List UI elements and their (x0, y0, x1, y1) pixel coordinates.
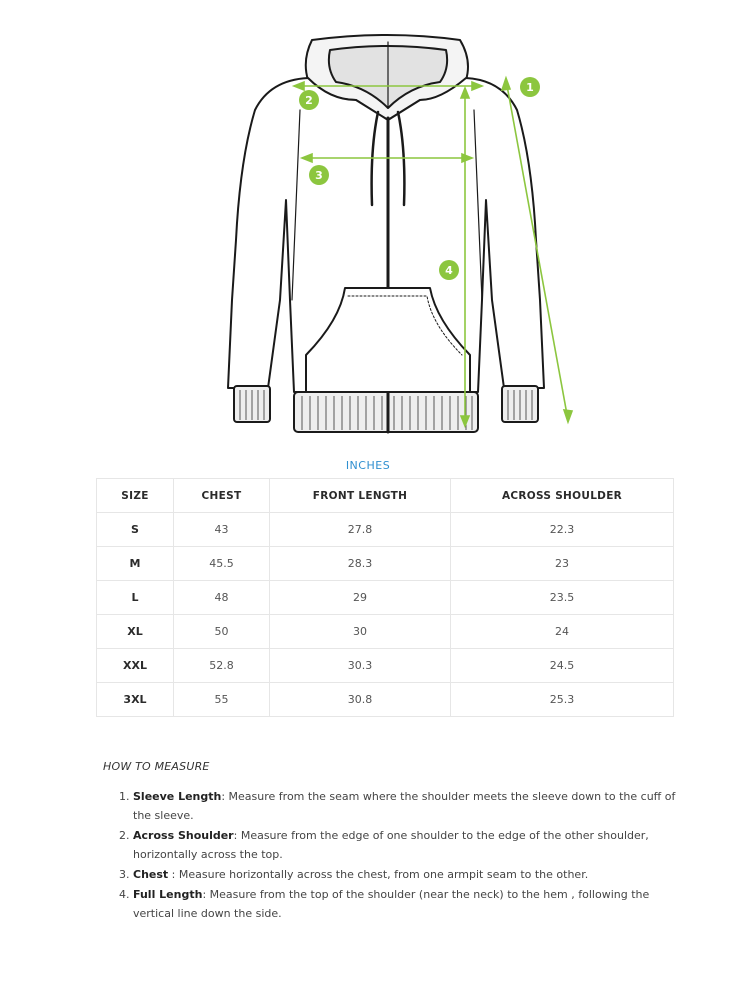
item-number: 2. (119, 829, 130, 842)
marker-4 (439, 260, 459, 280)
marker-1-label: 1 (526, 81, 534, 94)
chest-cell: 48 (174, 581, 270, 615)
marker-3-label: 3 (315, 169, 323, 182)
across-shoulder-cell: 22.3 (451, 513, 674, 547)
item-term: Full Length (133, 888, 203, 901)
chest-cell: 45.5 (174, 547, 270, 581)
item-term: Across Shoulder (133, 829, 234, 842)
header-across-shoulder: ACROSS SHOULDER (451, 479, 674, 513)
table-row (97, 513, 674, 547)
item-text: : Measure from the seam where the shoulder meets the sleeve down to the cuff of the sleeve. (133, 790, 676, 822)
front-length-cell: 29 (270, 581, 451, 615)
across-shoulder-cell: 25.3 (451, 683, 674, 717)
hoodie-measurement-diagram (0, 0, 736, 450)
table-header-row (97, 479, 674, 513)
table-row (97, 649, 674, 683)
list-item (103, 865, 683, 884)
marker-3 (309, 165, 329, 185)
table-row (97, 547, 674, 581)
table-row (97, 683, 674, 717)
unit-label: INCHES (345, 459, 391, 472)
chest-cell: 43 (174, 513, 270, 547)
front-length-cell: 30.8 (270, 683, 451, 717)
size-cell: S (97, 513, 174, 547)
size-cell: M (97, 547, 174, 581)
item-number: 1. (119, 790, 130, 803)
item-number: 3. (119, 868, 130, 881)
across-shoulder-cell: 24 (451, 615, 674, 649)
across-shoulder-cell: 24.5 (451, 649, 674, 683)
size-cell: XXL (97, 649, 174, 683)
how-to-measure-list (103, 787, 683, 924)
size-cell: XL (97, 615, 174, 649)
chest-cell: 55 (174, 683, 270, 717)
front-length-cell: 30.3 (270, 649, 451, 683)
size-cell: L (97, 581, 174, 615)
table-row (97, 581, 674, 615)
item-term: Sleeve Length (133, 790, 222, 803)
item-term: Chest (133, 868, 169, 881)
marker-2-label: 2 (305, 94, 313, 107)
item-text: : Measure from the edge of one shoulder to the edge of the other shoulder, horizontally across the top. (133, 829, 649, 861)
list-item (103, 787, 683, 825)
item-number: 4. (119, 888, 130, 901)
table-row (97, 615, 674, 649)
header-front-length: FRONT LENGTH (270, 479, 451, 513)
chest-cell: 50 (174, 615, 270, 649)
hoodie-outline (228, 35, 544, 432)
marker-2 (299, 90, 319, 110)
list-item (103, 826, 683, 864)
how-to-measure-title: HOW TO MEASURE (103, 760, 210, 773)
size-cell: 3XL (97, 683, 174, 717)
across-shoulder-cell: 23 (451, 547, 674, 581)
item-text: : Measure from the top of the shoulder (near the neck) to the hem , following the vertical line down the side. (133, 888, 650, 920)
header-size: SIZE (97, 479, 174, 513)
marker-4-label: 4 (445, 264, 453, 277)
list-item (103, 885, 683, 923)
item-text: : Measure horizontally across the chest, from one armpit seam to the other. (168, 868, 589, 881)
size-chart-table (96, 478, 674, 717)
header-chest: CHEST (174, 479, 270, 513)
across-shoulder-cell: 23.5 (451, 581, 674, 615)
front-length-cell: 28.3 (270, 547, 451, 581)
marker-1 (520, 77, 540, 97)
front-length-cell: 30 (270, 615, 451, 649)
front-length-cell: 27.8 (270, 513, 451, 547)
chest-cell: 52.8 (174, 649, 270, 683)
